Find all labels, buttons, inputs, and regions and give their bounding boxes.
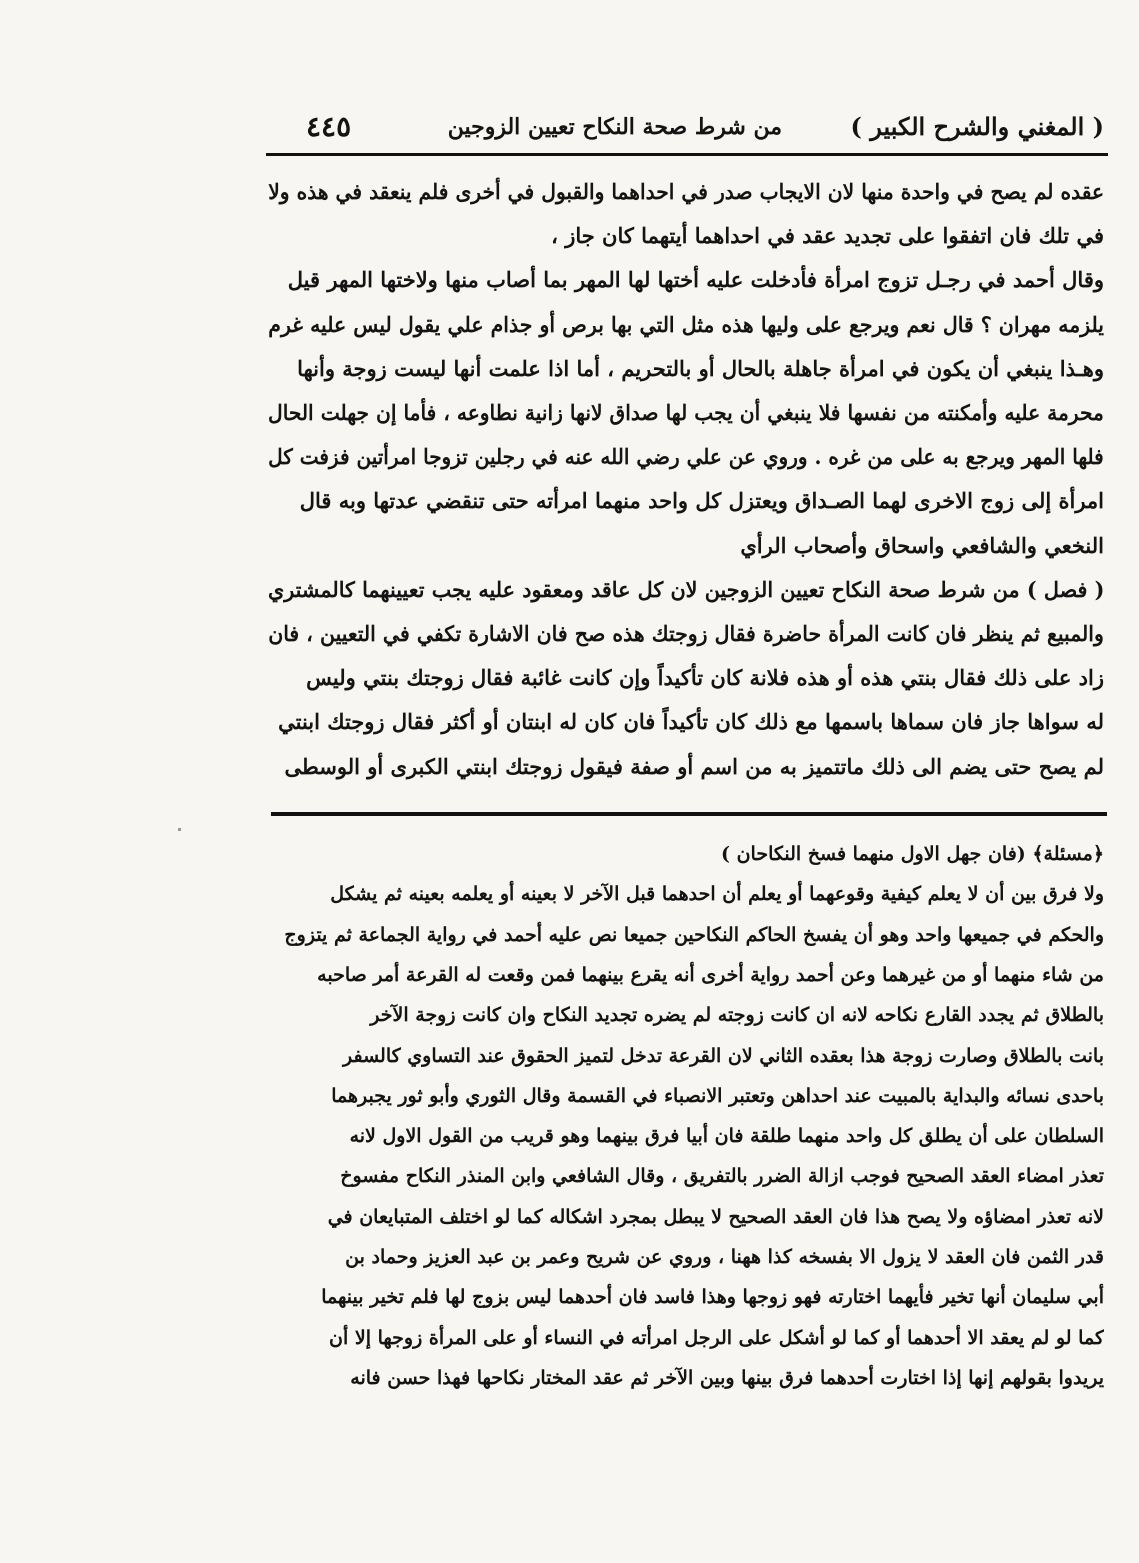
- commentary-line: السلطان على أن يطلق كل واحد منهما طلقة فان أبيا فرق بينهما وهو قريب من القول الاول لانه: [349, 1125, 1104, 1148]
- section-divider: [271, 812, 1107, 816]
- text-line: له سواها جاز فان سماها باسمها مع ذلك كان تأكيداً فان كان له ابنتان أو أكثر فقال زوجتك ابنتي: [278, 709, 1104, 735]
- text-line: محرمة عليه وأمكنته من نفسها فلا ينبغي أن يجب لها صداق لانها زانية نطاوعه ، فأما إن جهلت الحال: [268, 400, 1104, 425]
- commentary-line: ﴿مسئلة﴾ (فان جهل الاول منهما فسخ النكاحان ): [720, 843, 1104, 865]
- text-line: فلها المهر ويرجع به على من غره . وروي عن علي رضي الله عنه في رجلين تزوجا امرأتين فزفت كل: [268, 444, 1104, 470]
- commentary-line: أبي سليمان أنها تخير فأيهما اختارته فهو زوجها وهذا فاسد فان أحدهما ليس بزوج لها فلم تخير بينهما: [321, 1286, 1104, 1309]
- text-line: والمبيع ثم ينظر فان كانت المرأة حاضرة فقال زوجتك هذه صح فان الاشارة تكفي في التعيين ، فان: [268, 621, 1104, 646]
- commentary-line: قدر الثمن فان العقد لا يزول الا بفسخه كذا ههنا ، وروي عن شريح وعمر بن عبد العزيز وحماد بن: [345, 1246, 1104, 1268]
- commentary-line: والحكم في جميعها واحد وهو أن يفسخ الحاكم النكاحين جميعا نص عليه أحمد في رواية الجماعة ثم يتزوج: [284, 923, 1104, 946]
- commentary-line: من شاء منهما أو من غيرهما وعن أحمد رواية أخرى أنه يقرع بينهما فمن وقعت له القرعة أمر صاحبه: [317, 963, 1104, 986]
- text-line: يلزمه مهران ؟ قال نعم ويرجع على وليها هذه مثل التي بها برص أو جذام علي يقول ليس عليه غرم: [268, 311, 1104, 337]
- commentary-line: تعذر امضاء العقد الصحيح فوجب ازالة الضرر بالتفريق ، وقال الشافعي وابن المنذر النكاح مفسوخ: [340, 1165, 1104, 1188]
- text-line: وقال أحمد في رجـل تزوج امرأة فأدخلت عليه أختها لها المهر بما أصاب منها ولاختها المهر قيل: [287, 267, 1104, 293]
- commentary-line: لانه تعذر امضاؤه ولا يصح هذا فان العقد الصحيح لا يبطل بمجرد اشكاله كما لو اختلف المتبايعان في: [327, 1205, 1104, 1228]
- commentary-line: يريدوا بقولهم إنها إذا اختارت أحدهما فرق بينها وبين الآخر ثم عقد المختار نكاحها فهذا حسن فانه: [350, 1366, 1104, 1389]
- book-title: ( المغني والشرح الكبير ): [850, 112, 1104, 141]
- commentary-line: بانت بالطلاق وصارت زوجة هذا بعقده الثاني لان القرعة تدخل لتميز الحقوق عند التساوي كالسفر: [343, 1044, 1104, 1067]
- text-line: لم يصح حتى يضم الى ذلك ماتتميز به من اسم أو صفة فيقول زوجتك ابنتي الكبرى أو الوسطى: [284, 753, 1104, 779]
- commentary-line: ولا فرق بين أن لا يعلم كيفية وقوعهما أو يعلم أن احدهما قبل الآخر لا بعينه أو يعلمه بعينه ثم يشكل: [330, 883, 1104, 906]
- commentary-line: كما لو لم يعقد الا أحدهما أو كما لو أشكل على الرجل امرأته في النساء أو على المرأة زوجها إلا أن: [329, 1326, 1104, 1349]
- commentary-line: بالطلاق ثم يجدد القارع نكاحه لانه ان كانت زوجته لم يضره تجديد النكاح وان كانت زوجة الآخر: [370, 1004, 1104, 1027]
- text-line: ( فصل ) من شرط صحة النكاح تعيين الزوجين لان كل عاقد ومعقود عليه يجب تعيينهما كالمشتري: [268, 576, 1104, 602]
- section-title: من شرط صحة النكاح تعيين الزوجين: [447, 114, 782, 140]
- running-header: [268, 112, 1104, 154]
- page-number: ٤٤٥: [306, 110, 352, 143]
- page-speck: [178, 828, 181, 831]
- text-line: امرأة إلى زوج الاخرى لهما الصـداق ويعتزل كل واحد منهما امرأته حتى تنقضي عدتها وبه قال: [299, 488, 1104, 514]
- text-line: زاد على ذلك فقال بنتي هذه أو هذه فلانة كان تأكيداً وإن كانت غائبة فقال زوجتك بنتي وليس: [306, 665, 1104, 691]
- text-line: عقده لم يصح في واحدة منها لان الايجاب صدر في احداهما والقبول في أخرى فلم ينعقد في هذه ولا: [268, 179, 1104, 204]
- text-line: في تلك فان اتفقوا على تجديد عقد في احداهما أيتهما كان جاز ،: [551, 223, 1104, 249]
- text-line: النخعي والشافعي واسحاق وأصحاب الرأي: [740, 532, 1104, 558]
- text-line: وهـذا ينبغي أن يكون في امرأة جاهلة بالحال أو بالتحريم ، أما اذا علمت أنها ليست زوجة وأنها: [297, 355, 1104, 381]
- commentary-line: باحدى نسائه والبداية بالمبيت عند احداهن وتعتبر الانصباء في القسمة وقال الثوري وأبو ثور يجبرهما: [331, 1084, 1104, 1107]
- header-rule: [266, 153, 1108, 156]
